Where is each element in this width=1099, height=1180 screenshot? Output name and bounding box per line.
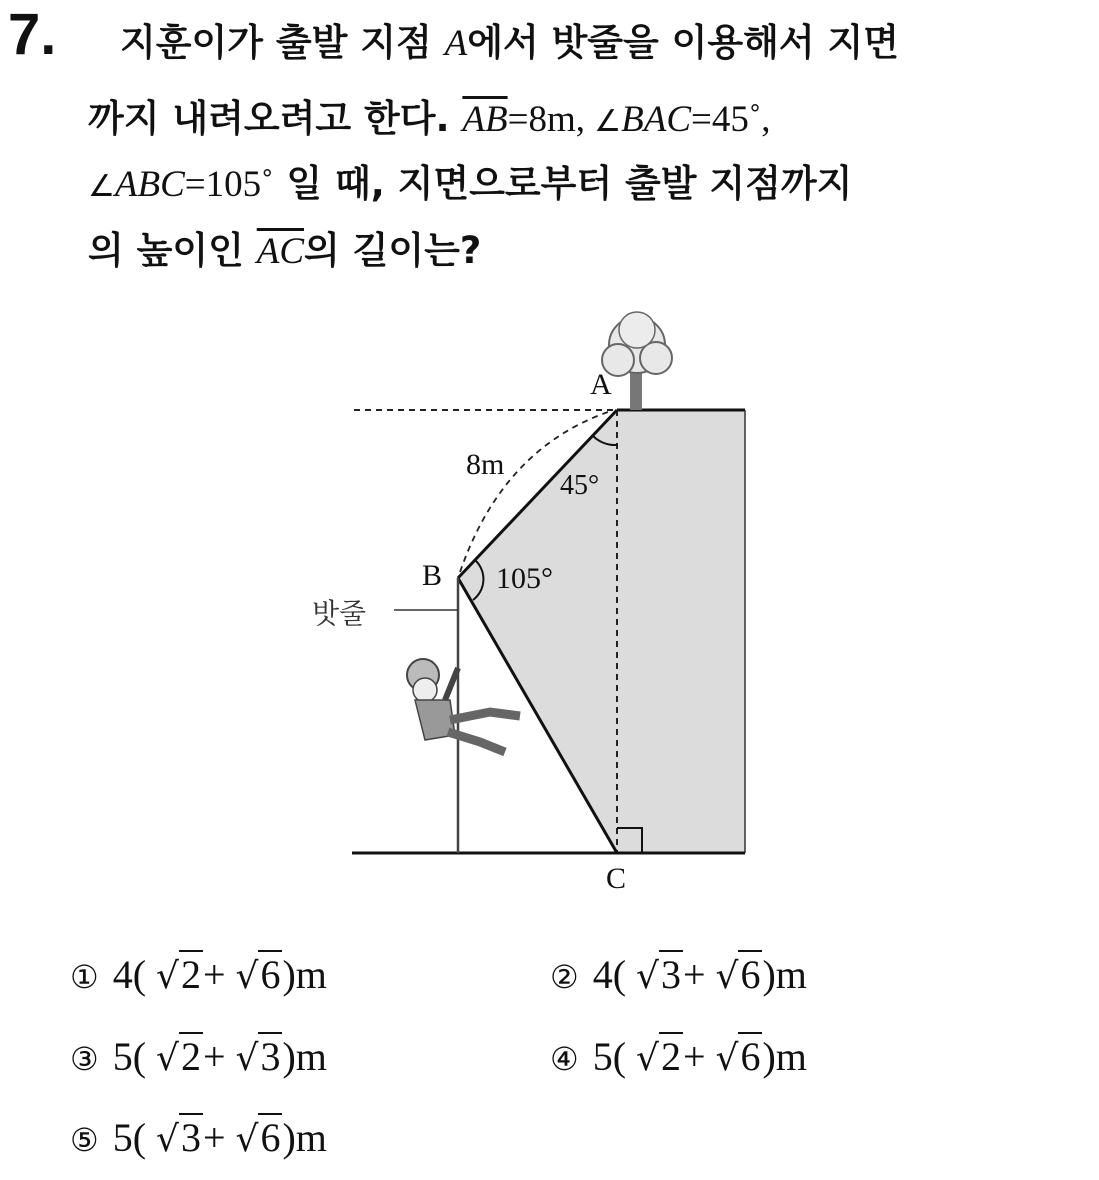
label-c: C bbox=[606, 862, 627, 895]
choice-coef: 4( bbox=[112, 952, 147, 997]
sqrt-term: √6 bbox=[715, 952, 761, 997]
question-line-4 bbox=[88, 229, 1053, 272]
sqrt-term: √6 bbox=[235, 1115, 281, 1160]
choice-coef: 4( bbox=[592, 952, 627, 997]
plus-sign: + bbox=[682, 952, 706, 997]
label-angle-a: 45° bbox=[560, 470, 600, 501]
q-text: 일 때, 지면으로부터 출발 지점까지 bbox=[273, 162, 853, 205]
angle-bac-value: =45˚, bbox=[691, 99, 771, 140]
sqrt-term: √3 bbox=[156, 1115, 201, 1160]
plus-sign: + bbox=[202, 1115, 226, 1160]
question-line-2 bbox=[88, 97, 1053, 140]
choice-3[interactable] bbox=[70, 1034, 327, 1079]
choice-number: ① bbox=[70, 958, 99, 996]
question-line-1 bbox=[120, 21, 1055, 64]
angle-symbol: ∠ bbox=[594, 104, 622, 139]
choice-end: )m bbox=[762, 952, 807, 997]
choice-5[interactable] bbox=[70, 1115, 327, 1160]
q-text: 까지 내려오려고 한다. bbox=[88, 97, 463, 140]
choice-number: ③ bbox=[70, 1040, 99, 1078]
choice-number: ② bbox=[550, 958, 579, 996]
sqrt-term: √3 bbox=[235, 1034, 281, 1079]
angle-bac: BAC bbox=[621, 99, 692, 140]
sqrt-term: √3 bbox=[636, 952, 681, 997]
angle-abc-value: =105˚ bbox=[184, 164, 274, 205]
sqrt-term: √2 bbox=[156, 952, 201, 997]
ab-length: =8m, bbox=[507, 99, 595, 140]
choice-number: ④ bbox=[550, 1040, 579, 1078]
label-b: B bbox=[422, 559, 443, 592]
segment-ab: $\overline{AB}$ bbox=[462, 99, 508, 140]
angle-symbol: ∠ bbox=[88, 169, 115, 204]
climber-icon bbox=[407, 659, 520, 752]
choice-1[interactable] bbox=[70, 952, 327, 997]
choice-end: )m bbox=[282, 1034, 327, 1079]
label-a: A bbox=[590, 368, 612, 401]
cliff-diagram bbox=[300, 300, 780, 900]
choice-2[interactable] bbox=[550, 952, 807, 997]
q-text: 의 높이인 bbox=[88, 229, 257, 272]
choice-coef: 5( bbox=[112, 1115, 147, 1160]
plus-sign: + bbox=[682, 1034, 706, 1079]
q-text: 의 길이는? bbox=[304, 229, 482, 272]
choice-end: )m bbox=[762, 1034, 807, 1079]
q-text: 에서 밧줄을 이용해서 지면 bbox=[467, 21, 900, 64]
choice-coef: 5( bbox=[592, 1034, 627, 1079]
question-number: 7. bbox=[8, 2, 57, 67]
sqrt-term: √2 bbox=[156, 1034, 201, 1079]
question-line-3 bbox=[88, 162, 1053, 205]
q-text: 지훈이가 출발 지점 bbox=[120, 21, 445, 64]
angle-abc: ABC bbox=[114, 164, 185, 205]
choice-coef: 5( bbox=[112, 1034, 147, 1079]
plus-sign: + bbox=[202, 952, 226, 997]
label-rope: 밧줄 bbox=[312, 597, 367, 630]
sqrt-term: √6 bbox=[235, 952, 281, 997]
choice-4[interactable] bbox=[550, 1034, 807, 1079]
segment-ac: $\overline{AC}$ bbox=[256, 231, 305, 272]
choice-end: )m bbox=[282, 952, 327, 997]
point-a: A bbox=[444, 23, 468, 64]
tree-icon bbox=[602, 312, 672, 410]
label-ab-length: 8m bbox=[466, 448, 505, 481]
plus-sign: + bbox=[202, 1034, 226, 1079]
sqrt-term: √6 bbox=[715, 1034, 761, 1079]
choice-end: )m bbox=[282, 1115, 327, 1160]
label-angle-b: 105° bbox=[496, 562, 553, 595]
sqrt-term: √2 bbox=[636, 1034, 681, 1079]
choice-number: ⑤ bbox=[70, 1121, 99, 1159]
